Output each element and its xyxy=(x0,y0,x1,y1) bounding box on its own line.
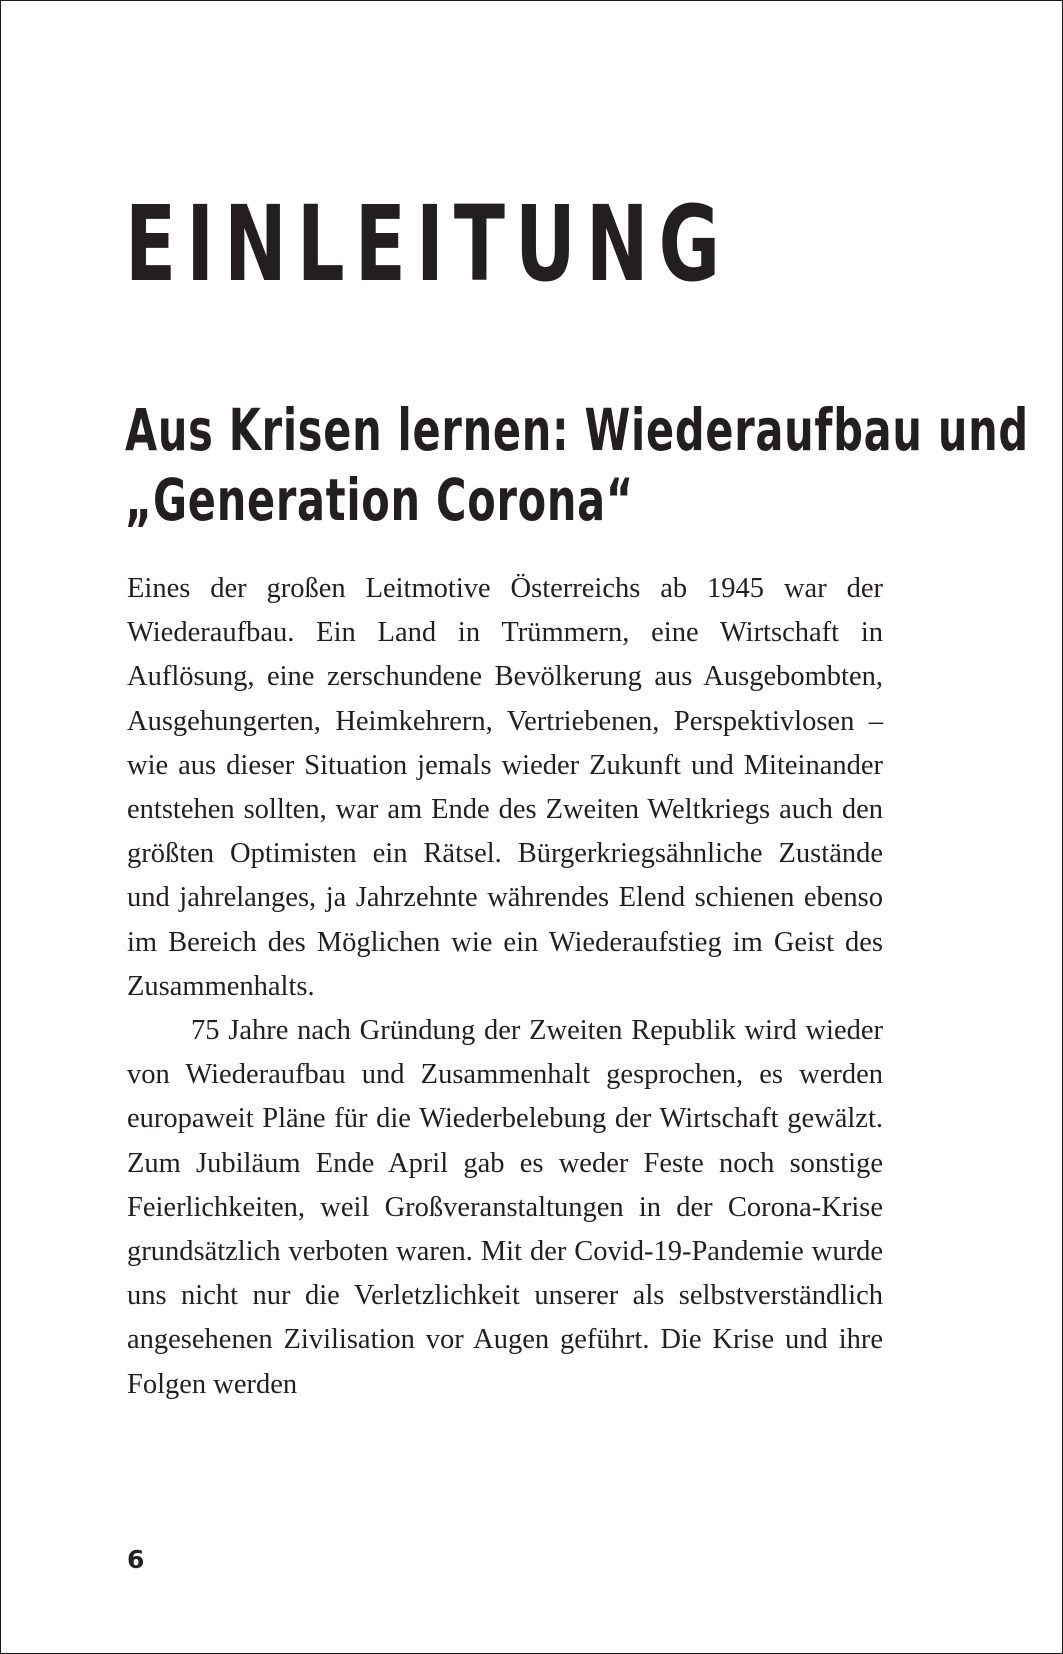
body-text xyxy=(127,567,883,1407)
section-title-line-2: „Generation Corona“ xyxy=(125,466,634,534)
section-title xyxy=(125,395,1029,535)
paragraph-2: 75 Jahre nach Gründung der Zweiten Republik wird wieder von Wiederaufbau und Zusammenhalt gesprochen, es werden europaweit Pläne für die Wiederbelebung der Wirtschaft gewälzt. Zum Jubiläum Ende April gab es weder Feste noch sonstige Feierlichkeiten, weil Großveranstaltungen in der Corona-Krise grundsätzlich verboten waren. Mit der Covid-19-Pandemie wurde uns nicht nur die Verletzlichkeit unserer als selbstverständlich angesehenen Zivilisation vor Augen geführt. Die Krise und ihre Folgen werden xyxy=(127,1015,883,1400)
page-number: 6 xyxy=(127,1545,145,1574)
section-title-line-1: Aus Krisen lernen: Wiederaufbau und xyxy=(125,396,1029,464)
chapter-title: EINLEITUNG xyxy=(125,183,731,305)
paragraph-1: Eines der großen Leitmotive Österreichs ab 1945 war der Wiederaufbau. Ein Land in Trümmern, eine Wirtschaft in Auflösung, eine zerschundene Bevölkerung aus Ausgebombten, Ausgehungerten, Heimkehrern, Vertriebenen, Perspektivlosen – wie aus dieser Situation jemals wieder Zukunft und Miteinander entstehen sollten, war am Ende des Zweiten Weltkriegs auch den größten Optimisten ein Rätsel. Bürgerkriegsähnliche Zustände und jahrelanges, ja Jahrzehnte währendes Elend schienen ebenso im Bereich des Möglichen wie ein Wiederaufstieg im Geist des Zusammenhalts. xyxy=(127,573,883,1002)
